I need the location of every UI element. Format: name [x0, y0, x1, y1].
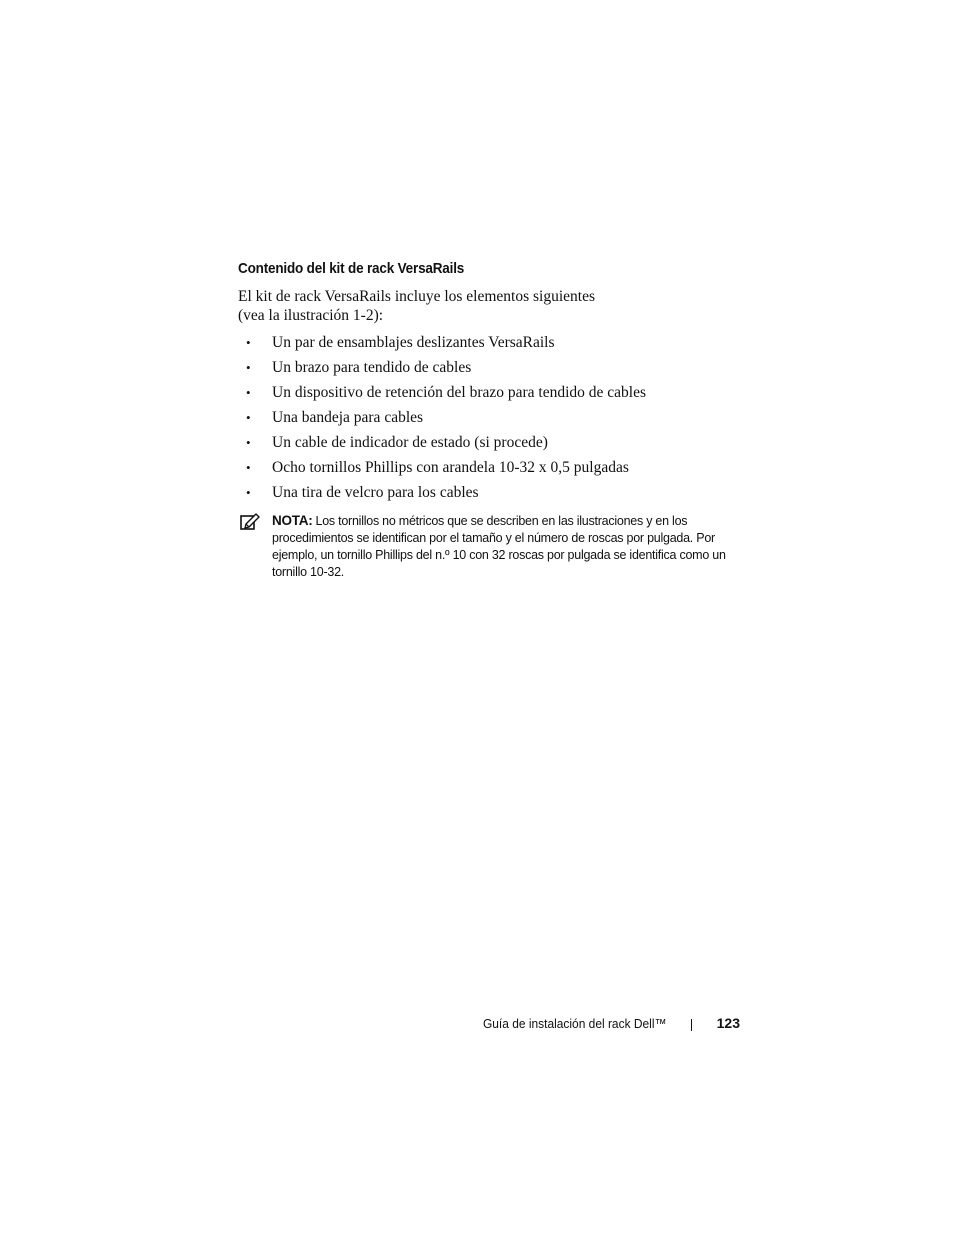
footer-divider: [691, 1019, 692, 1031]
bullet-icon: •: [246, 485, 251, 500]
kit-items-list: [238, 330, 738, 505]
list-item: [238, 430, 738, 455]
bullet-icon: •: [246, 360, 251, 375]
page-number: 123: [716, 1015, 740, 1031]
list-item-text: Un dispositivo de retención del brazo para tendido de cables: [272, 384, 647, 401]
bullet-icon: •: [246, 410, 251, 425]
list-item-text: Un cable de indicador de estado (si procede): [272, 434, 548, 451]
list-item: [238, 405, 738, 430]
footer-title: Guía de instalación del rack Dell™: [482, 1016, 666, 1031]
list-item: [238, 455, 738, 480]
list-item-text: Un brazo para tendido de cables: [272, 359, 472, 376]
list-item-text: Ocho tornillos Phillips con arandela 10-32 x 0,5 pulgadas: [272, 459, 629, 476]
bullet-icon: •: [246, 460, 251, 475]
note-paragraph: [272, 512, 742, 581]
list-item-text: Una tira de velcro para los cables: [272, 484, 479, 501]
list-item-text: Una bandeja para cables: [272, 409, 424, 426]
list-item-text: Un par de ensamblajes deslizantes VersaRails: [272, 334, 555, 351]
bullet-icon: •: [246, 435, 251, 450]
list-item: [238, 480, 738, 505]
list-item: [238, 380, 738, 405]
list-item: [238, 355, 738, 380]
page-footer: [420, 1014, 740, 1034]
note-box: [238, 512, 742, 581]
bullet-icon: •: [246, 335, 251, 350]
pencil-note-icon: [240, 513, 260, 531]
section-heading: Contenido del kit de rack VersaRails: [238, 260, 465, 277]
intro-paragraph: El kit de rack VersaRails incluye los elementos siguientes (vea la ilustración 1-2):: [238, 288, 595, 324]
bullet-icon: •: [246, 385, 251, 400]
list-item: [238, 330, 738, 355]
note-label: NOTA:: [272, 513, 313, 528]
content-section: [238, 258, 738, 581]
note-body: Los tornillos no métricos que se describen en las ilustraciones y en los procedimientos se identifican por el tamaño y el número de roscas por pulgada. Por ejemplo, un tornillo Phillips del n.º 10 con 32 roscas por pulgada se identifica como un tornillo 10-32.: [272, 514, 726, 579]
